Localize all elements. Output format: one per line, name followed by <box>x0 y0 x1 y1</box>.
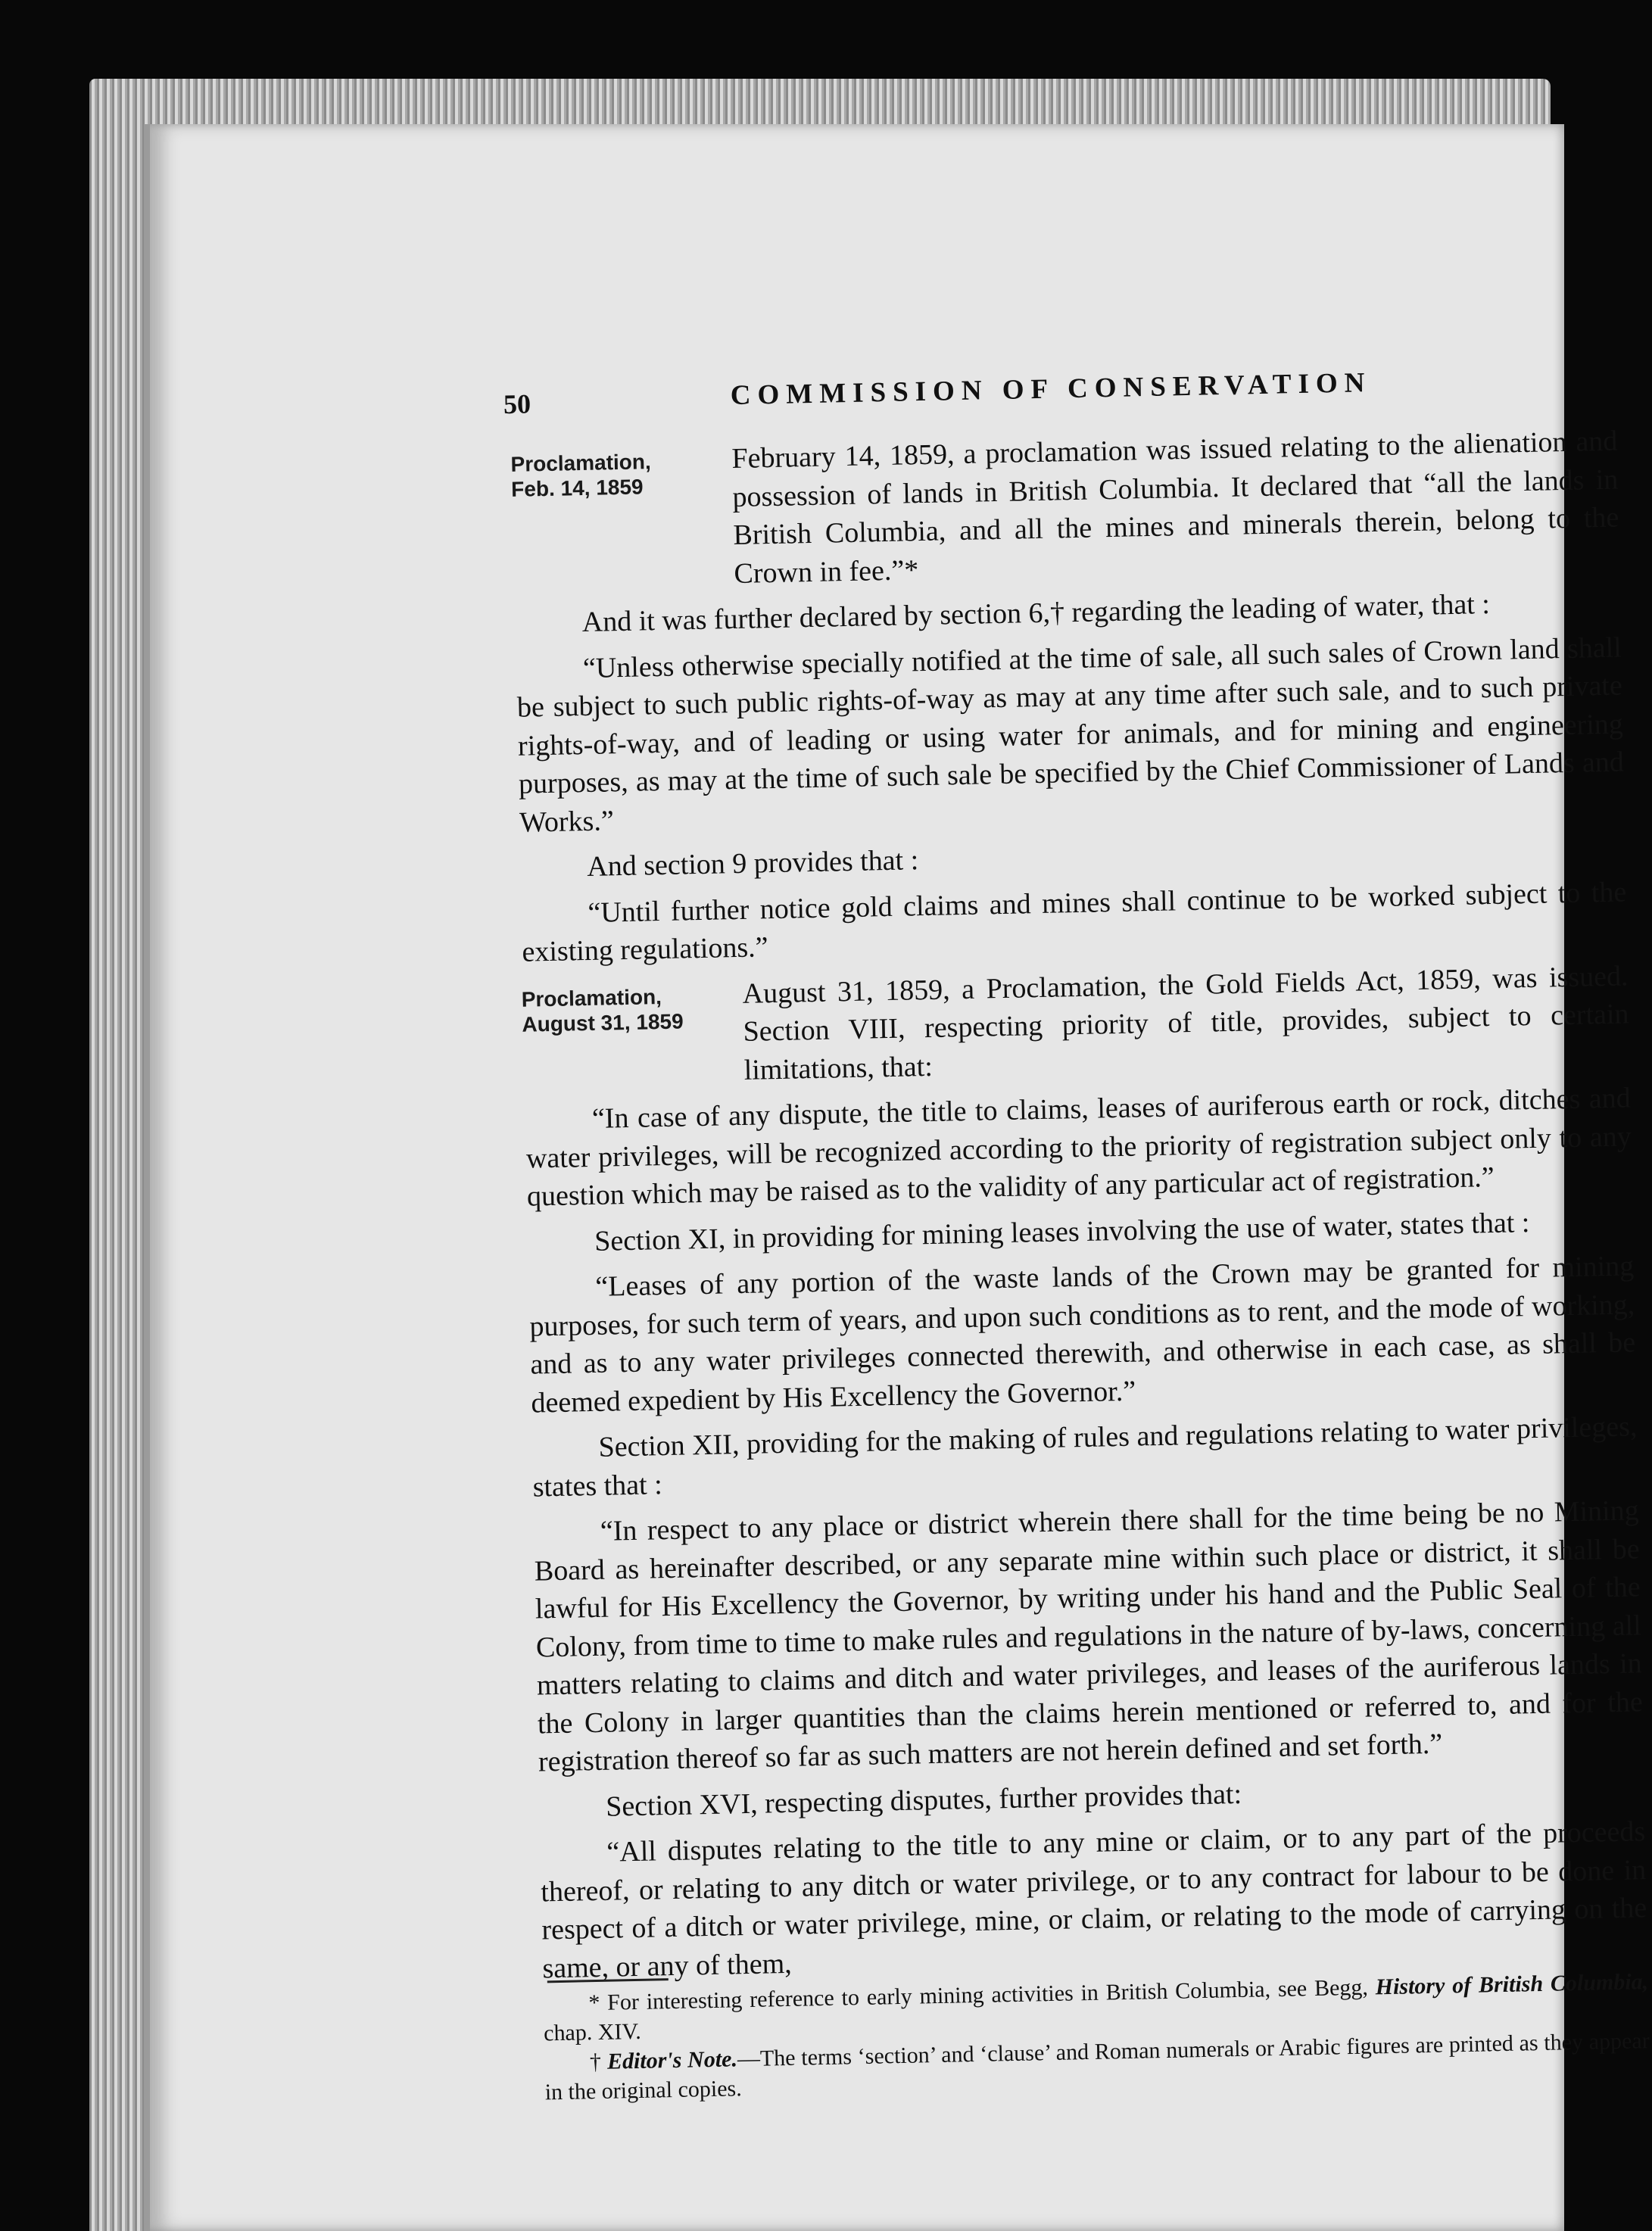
margin-note-aug-1859: Proclamation, August 31, 1859 <box>521 984 684 1036</box>
page-number: 50 <box>503 388 531 420</box>
page-header <box>359 339 1616 432</box>
paragraph: And section 9 provides that : <box>586 844 919 883</box>
footnote-1: * For interesting reference to early mining activities in British Columbia, see Begg, History of British Columbia, chap. XIV. <box>543 1969 1649 2046</box>
paragraph-proclamation-aug <box>522 957 1630 1094</box>
footnotes <box>543 1958 1650 2107</box>
quotation: “Unless otherwise specially notified at the time of sale, all such sales of Crown land shall be subject to such public rights-of-way as may at any time after such sale, and to such private rights-of-way, and of leading or using water for animals, and for mining and engineering purposes, as may at the time of such sale be specified by the Chief Commissioner of Lands and Works.” <box>516 631 1625 839</box>
quotation: “In case of any dispute, the title to claims, leases of auriferous earth or rock, ditches and water privileges, will be recognized according to the priority of registration subject only to any question which may be raised as to the validity of any particular act of registration.” <box>525 1082 1632 1213</box>
quotation: “Leases of any portion of the waste lands of the Crown may be granted for mining purposes, for such term of years, and upon such conditions as to rent, and the mode of working, and as to any water privileges connected therewith, and otherwise in each case, as shall be deemed expedient by His Excellency the Governor.” <box>529 1250 1636 1419</box>
page-content <box>359 339 1652 2196</box>
paragraph-text: February 14, 1859, a proclamation was issued relating to the alienation and possession of lands in British Columbia. It declared that “all the lands in British Columbia, and all the mines and minerals therein, belong to the Crown in fee.”* <box>731 425 1619 590</box>
quotation: “All disputes relating to the title to any mine or claim, or to any part of the proceeds thereof, or relating to any ditch or water privilege, or to any contract for labour to be done in respect of a ditch or water privilege, mine, or claim, or relating to the mode of carrying on the same, or any of them, <box>541 1815 1647 1984</box>
running-head: COMMISSION OF CONSERVATION <box>730 367 1372 412</box>
book-page <box>144 124 1650 2231</box>
quotation: “In respect to any place or district wherein there shall for the time being be no Mining Board as hereinafter described, or any separate mine within such place or district, it shall be lawful for His Excellency the Governor, by writing under his hand and the Public Seal of the Colony, from time to time to make rules and regulations in the nature of by-laws, concerning all matters relating to claims and ditch and water privileges, and leases of the auriferous lands in the Colony in larger quantities than the claims herein mentioned or referred to, and for the registration thereof so far as such matters are not herein defined and set forth.” <box>534 1494 1644 1778</box>
body-text <box>512 422 1648 1996</box>
paragraph: Section XVI, respecting disputes, further provides that: <box>605 1778 1242 1823</box>
paragraph-proclamation-feb <box>512 422 1620 597</box>
editors-note-label: Editor's Note. <box>606 2046 738 2074</box>
quotation: “Until further notice gold claims and mines shall continue to be worked subject to the existing regulations.” <box>522 875 1627 968</box>
paragraph-text: August 31, 1859, a Proclamation, the Gold Fields Act, 1859, was issued. Section VIII, respecting priority of title, provides, subject to certain limitations, that: <box>742 959 1629 1086</box>
margin-note-feb-1859: Proclamation, Feb. 14, 1859 <box>510 450 652 501</box>
paragraph: Section XI, in providing for mining leases involving the use of water, states that : <box>594 1206 1530 1257</box>
paragraph: Section XII, providing for the making of rules and regulations relating to water privileges, states that : <box>532 1410 1638 1503</box>
footnote-2: † Editor's Note.—The terms ‘section’ and ‘clause’ and Roman numerals or Arabic figures are printed as they appear in the original copies. <box>544 2028 1650 2105</box>
paragraph: And it was further declared by section 6,† regarding the leading of water, that : <box>581 587 1491 639</box>
book-title: History of British Columbia, <box>1375 1969 1649 2000</box>
